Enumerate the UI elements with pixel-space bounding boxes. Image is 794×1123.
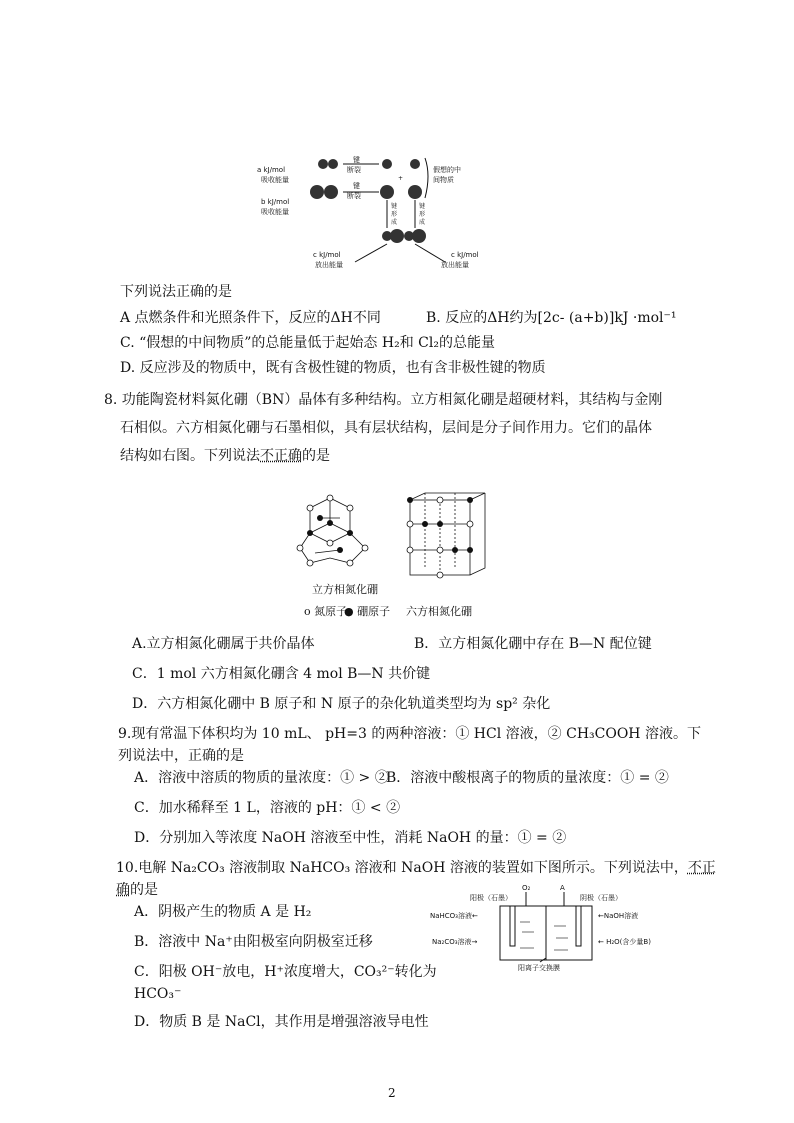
a-product-label: A: [560, 884, 565, 892]
a-energy-label: a kJ/mol: [257, 166, 286, 174]
q8-option-a: A.立方相氮化硼属于共价晶体: [132, 636, 315, 652]
q7-option-c: C. “假想的中间物质”的总能量低于起始态 H₂和 Cl₂的总能量: [120, 335, 495, 351]
q10-option-c-line1: C．阳极 OH⁻放电，H⁺浓度增大，CO₃²⁻转化为: [134, 964, 437, 980]
svg-text:吸收能量: 吸收能量: [261, 176, 289, 184]
q10-option-b: B．溶液中 Na⁺由阳极室向阴极室迁移: [134, 934, 373, 950]
svg-text:形: 形: [419, 211, 426, 218]
c1-energy-label: c kJ/mol: [313, 251, 341, 259]
q9-option-c: C．加水稀释至 1 L，溶液的 pH：① < ②: [134, 800, 401, 816]
svg-text:+: +: [398, 175, 404, 182]
bn-crystal-figure: [290, 488, 490, 588]
q8-stem-line2: 石相似。六方相氮化硼与石墨相似，具有层状结构，层间是分子间作用力。它们的晶体: [120, 420, 652, 436]
page-number: 2: [388, 1086, 396, 1100]
svg-text:键: 键: [419, 203, 426, 210]
energy-diagram-figure: [255, 150, 495, 275]
b-energy-label: b kJ/mol: [261, 198, 290, 206]
svg-text:间物质: 间物质: [433, 176, 454, 184]
membrane-label: 阳离子交换膜: [518, 964, 560, 972]
svg-text:形: 形: [391, 211, 398, 218]
q7-option-d: D. 反应涉及的物质中，既有含极性键的物质，也有含非极性键的物质: [120, 360, 546, 376]
svg-text:吸收能量: 吸收能量: [261, 208, 289, 216]
q9-option-a: A．溶液中溶质的物质的量浓度：① > ②: [134, 770, 389, 786]
cathode-label: 阴极（石墨）: [580, 894, 622, 902]
o2-label: O₂: [522, 884, 531, 892]
q8-option-b: B．立方相氮化硼中存在 B—N 配位键: [414, 636, 652, 652]
q7-stem: 下列说法正确的是: [120, 284, 232, 300]
q10-option-c-line2: HCO₃⁻: [134, 986, 182, 1002]
h2o-label: ← H₂O(含少量B): [598, 938, 651, 946]
fig-label-hex: 六方相氮化硼: [406, 605, 472, 618]
q9-stem-line2: 列说法中，正确的是: [118, 748, 244, 764]
svg-text:键: 键: [353, 156, 360, 164]
q9-stem-line1: 9.现有常温下体积均为 10 mL、 pH=3 的两种溶液：① HCl 溶液，② CH₃COOH 溶液。下: [118, 726, 701, 742]
svg-text:假想的中: 假想的中: [433, 166, 461, 174]
nahco3-label: NaHCO₃溶液←: [430, 912, 478, 920]
c2-energy-label: c kJ/mol: [451, 251, 479, 259]
q7-option-a: A 点燃条件和光照条件下，反应的ΔH不同: [120, 310, 381, 326]
q10-stem-line2: 确的是: [116, 882, 158, 898]
q8-stem-line3: 结构如右图。下列说法不正确的是: [120, 448, 330, 464]
q10-emphasis-1: 不正: [687, 860, 716, 876]
q9-option-d: D．分别加入等浓度 NaOH 溶液至中性，消耗 NaOH 的量：① = ②: [134, 830, 567, 846]
legend-boron: ● 硼原子: [344, 605, 391, 618]
svg-text:键: 键: [353, 182, 360, 190]
q9-option-b: B．溶液中酸根离子的物质的量浓度：① = ②: [386, 770, 669, 786]
svg-text:放出能量: 放出能量: [441, 261, 469, 269]
q7-option-b: B. 反应的ΔH约为[2c- (a+b)]kJ ·mol⁻¹: [426, 310, 677, 326]
q10-stem-line1: 10.电解 Na₂CO₃ 溶液制取 NaHCO₃ 溶液和 NaOH 溶液的装置如下图所示。下列说法中，不正: [116, 860, 716, 876]
q8-emphasis: 不正确: [260, 448, 302, 464]
svg-text:成: 成: [391, 219, 398, 226]
q10-option-d: D．物质 B 是 NaCl，其作用是增强溶液导电性: [134, 1014, 429, 1030]
anode-label: 阳极（石墨）: [470, 894, 512, 902]
q10-emphasis-2: 确: [116, 882, 130, 898]
svg-text:键: 键: [391, 203, 398, 210]
electrolysis-figure: [430, 882, 660, 974]
svg-text:成: 成: [419, 219, 426, 226]
legend-nitrogen: o 氮原子: [304, 605, 348, 618]
na2co3-label: Na₂CO₃溶液→: [432, 938, 478, 946]
q8-option-c: C．1 mol 六方相氮化硼含 4 mol B—N 共价键: [132, 666, 431, 682]
naoh-label: ←NaOH溶液: [598, 912, 639, 920]
svg-text:断裂: 断裂: [347, 166, 361, 174]
svg-text:断裂: 断裂: [347, 192, 361, 200]
q10-option-a: A．阴极产生的物质 A 是 H₂: [134, 904, 312, 920]
q8-stem-line1: 8. 功能陶瓷材料氮化硼（BN）晶体有多种结构。立方相氮化硼是超硬材料，其结构与金刚: [104, 392, 663, 408]
q8-option-d: D．六方相氮化硼中 B 原子和 N 原子的杂化轨道类型均为 sp² 杂化: [132, 696, 551, 712]
svg-text:放出能量: 放出能量: [315, 261, 343, 269]
fig-label-cubic: 立方相氮化硼: [312, 583, 378, 596]
